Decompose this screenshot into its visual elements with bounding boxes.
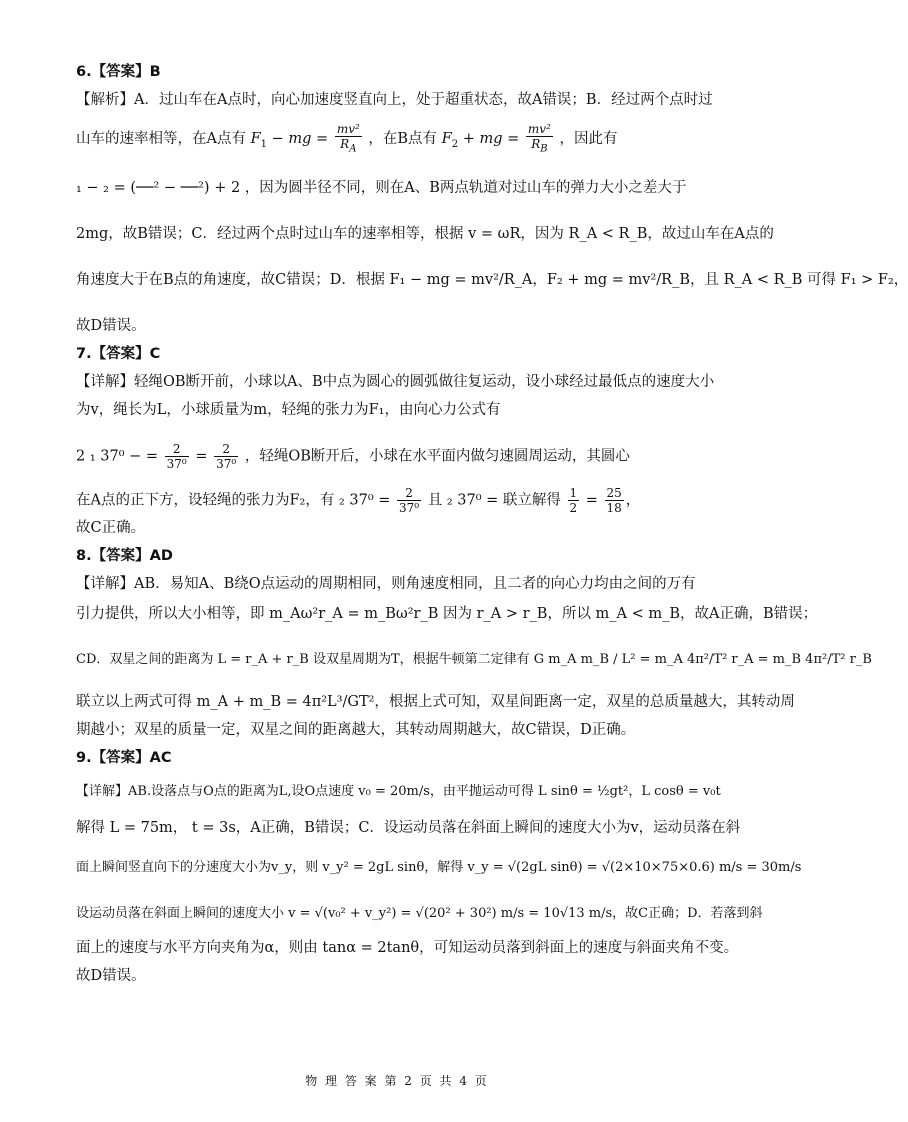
q7-frac-2: $\frac{2}{\text{37⁰}}$ <box>216 442 237 471</box>
q7-line-4b: 且 ₂ 37⁰ = 联立解得 <box>427 492 561 509</box>
q8-line-4: 联立以上两式可得 m_A + m_B = 4π²L³/GT²，根据上式可知，双星间距离一定，双星的总质量越大，其转动周 <box>76 694 795 710</box>
q6-eq-b: $F_2$ + mg = $\frac{\text{mv²}}{R_B}$ <box>441 122 551 155</box>
q6-line-2b: ，在B点有 <box>368 131 438 148</box>
q7-frac-4: $\frac{1}{2}$ <box>569 486 578 515</box>
q7-line-1: 【详解】轻绳OB断开前，小球以A、B中点为圆心的圆弧做往复运动，设小球经过最低点的速度大小 <box>76 374 715 390</box>
q9-header: 9.【答案】AC <box>76 750 172 766</box>
q7-header: 7.【答案】C <box>76 346 161 362</box>
q6-line-6: 故D错误。 <box>76 318 146 334</box>
q6-line-2 <box>76 122 617 156</box>
q7-line-3a: 2 ₁ 37⁰ − = <box>76 448 159 465</box>
q7-line-3b: ，轻绳OB断开后，小球在水平面内做匀速圆周运动，其圆心 <box>244 448 630 465</box>
q7-line-5: 故C正确。 <box>76 520 146 536</box>
q9-line-5: 面上的速度与水平方向夹角为α，则由 tanα = 2tanθ，可知运动员落到斜面上的速度与斜面夹角不变。 <box>76 940 739 956</box>
q6-line-4: 2mg，故B错误；C．经过两个点时过山车的速率相等，根据 v = ωR，因为 R_A < R_B，故过山车在A点的 <box>76 226 774 242</box>
q6-line-2a: 山车的速率相等，在A点有 <box>76 131 246 148</box>
q8-line-3: CD．双星之间的距离为 L = r_A + r_B 设双星周期为T，根据牛顿第二定律有 G m_A m_B / L² = m_A 4π²/T² r_A = m_B 4π²/T² r_B <box>76 652 872 667</box>
q7-line-4a: 在A点的正下方，设轻绳的张力为F₂，有 ₂ 37⁰ = <box>76 492 391 509</box>
q9-line-3: 面上瞬间竖直向下的分速度大小为v_y，则 v_y² = 2gL sinθ，解得 v_y = √(2gL sinθ) = √(2×10×75×0.6) m/s = 30m/s <box>76 860 802 875</box>
q8-line-2: 引力提供，所以大小相等，即 m_Aω²r_A = m_Bω²r_B 因为 r_A > r_B，所以 m_A < m_B，故A正确，B错误； <box>76 606 818 622</box>
q7-line-3: 2 ₁ 37⁰ − = $\frac{2}{\text{37⁰}}$ = $\frac{2}{\text{37⁰}}$ ，轻绳OB断开后，小球在水平面内做匀速圆周运动，其圆心 <box>76 442 630 471</box>
q8-line-1: 【详解】AB．易知A、B绕O点运动的周期相同，则角速度相同，且二者的向心力均由之间的万有 <box>76 576 696 592</box>
q7-line-2: 为v，绳长为L，小球质量为m，轻绳的张力为F₁，由向心力公式有 <box>76 402 501 418</box>
q9-line-6: 故D错误。 <box>76 968 146 984</box>
q6-header: 6.【答案】B <box>76 64 161 80</box>
q6-line-3: ₁ − ₂ = (──² − ──²) + 2 ，因为圆半径不同，则在A、B两点轨道对过山车的弹力大小之差大于 <box>76 180 687 196</box>
q9-line-1: 【详解】AB.设落点与O点的距离为L,设O点速度 v₀ = 20m/s，由平抛运动可得 L sinθ = ½gt²，L cosθ = v₀t <box>76 784 721 799</box>
page-footer: 物 理 答 案 第 2 页 共 4 页 <box>305 1074 489 1088</box>
q9-line-4: 设运动员落在斜面上瞬间的速度大小 v = √(v₀² + v_y²) = √(20² + 30²) m/s = 10√13 m/s，故C正确；D．若落到斜 <box>76 906 763 921</box>
q6-line-5: 角速度大于在B点的角速度，故C错误；D．根据 F₁ − mg = mv²/R_A，F₂ + mg = mv²/R_B，且 R_A < R_B 可得 F₁ > F₂， <box>76 272 908 288</box>
q6-eq-a: $F_1$ − mg = $\frac{\text{mv²}}{R_A}$ <box>250 122 360 155</box>
q7-line-4: 在A点的正下方，设轻绳的张力为F₂，有 ₂ 37⁰ = $\frac{2}{\text{37⁰}}$ 且 ₂ 37⁰ = 联立解得 $\frac{1}{2}$ = $\frac{25}{18}$ ， <box>76 486 641 515</box>
q9-line-2: 解得 L = 75m， t = 3s，A正确，B错误；C．设运动员落在斜面上瞬间的速度大小为v，运动员落在斜 <box>76 820 741 836</box>
q6-line-1: 【解析】A．过山车在A点时，向心加速度竖直向上，处于超重状态，故A错误；B．经过两个点时过 <box>76 92 713 108</box>
q8-line-5: 期越小；双星的质量一定，双星之间的距离越大，其转动周期越大，故C错误，D正确。 <box>76 722 636 738</box>
q8-header: 8.【答案】AD <box>76 548 173 564</box>
q6-line-2c: ，因此有 <box>559 131 618 148</box>
q7-frac-1: $\frac{2}{\text{37⁰}}$ <box>166 442 187 471</box>
q7-ratio: $\frac{25}{18}$ <box>606 486 622 515</box>
q7-frac-3: $\frac{2}{\text{37⁰}}$ <box>399 486 420 515</box>
